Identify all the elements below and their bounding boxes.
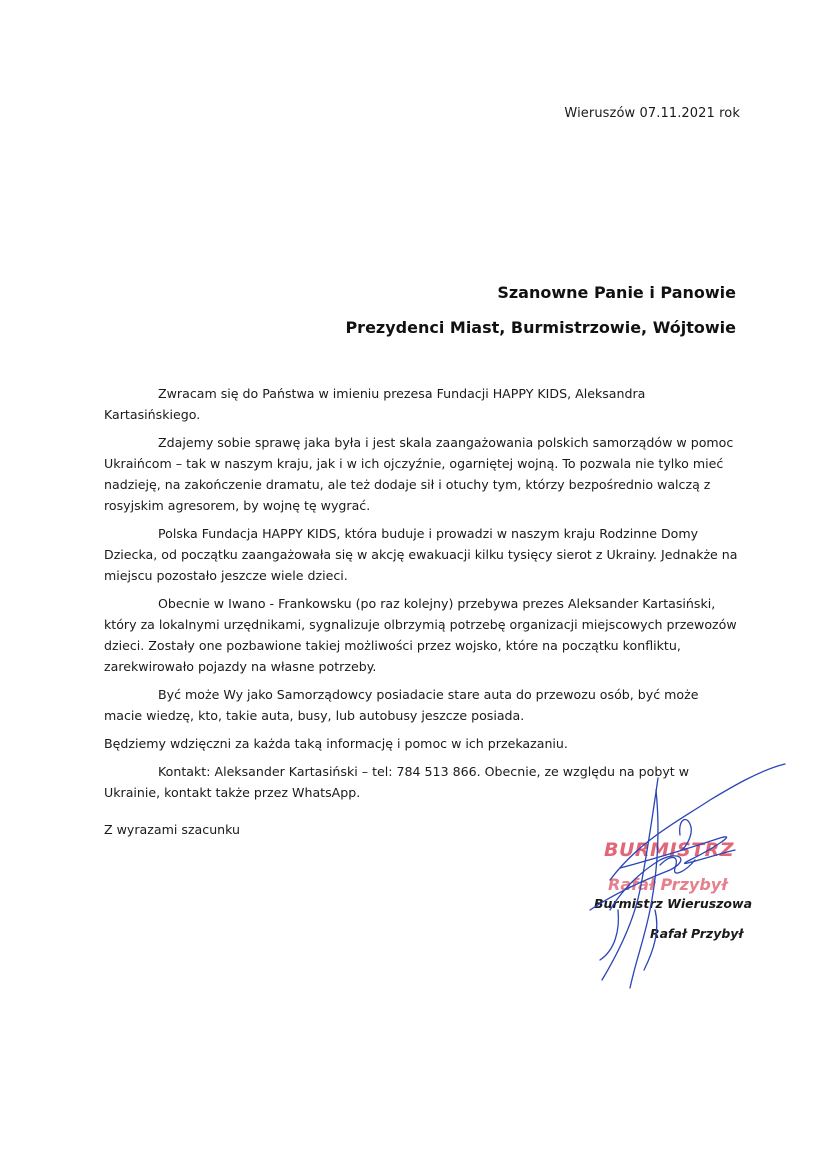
closing-line: Z wyrazami szacunku [104,822,241,837]
paragraph-2: Zdajemy sobie sprawę jaka była i jest skala zaangażowania polskich samorządów w pomoc Ukraińcom – tak w naszym kraju, jak i w ich ojczyźnie, ogarniętej wojną. To pozwala nie tylko mieć nadzieję, na zakończenie dramatu, ale też dodaje sił i otuchy tym, którzy bezpośrednio walczą z rosyjskim agresorem, by wojnę tę wygrać. [104,435,734,513]
paragraph-4: Obecnie w Iwano - Frankowsku (po raz kolejny) przebywa prezes Aleksander Kartasiński, który za lokalnymi urzędnikami, sygnalizuje olbrzymią potrzebę organizacji miejscowych przewozów dzieci. Zostały one pozbawione takiej możliwości przez wojsko, które na początku konfliktu, zarekwirowało pojazdy na własne potrzeby. [104,596,737,674]
greeting-line-2: Prezydenci Miast, Burmistrzowie, Wójtowie [345,318,736,337]
stamp-title: BURMISTRZ [604,839,735,861]
date-line: Wieruszów 07.11.2021 rok [564,106,740,121]
paragraph-6: Będziemy wdzięczni za każda taką informację i pomoc w ich przekazaniu. [104,736,568,751]
signatory-name: Rafał Przybył [650,926,744,941]
paragraph-3: Polska Fundacja HAPPY KIDS, która buduje i prowadzi w naszym kraju Rodzinne Domy Dziecka, od początku zaangażowała się w akcję ewakuacji kilku tysięcy sierot z Ukrainy. Jednakże na miejscu pozostało jeszcze wiele dzieci. [104,526,738,583]
letter-body [104,383,738,810]
signatory-title: Burmistrz Wieruszowa [594,896,753,911]
paragraph-1: Zwracam się do Państwa w imieniu prezesa Fundacji HAPPY KIDS, Aleksandra Kartasińskiego. [104,386,646,422]
paragraph-7: Kontakt: Aleksander Kartasiński – tel: 784 513 866. Obecnie, ze względu na pobyt w Ukrainie, kontakt także przez WhatsApp. [104,764,690,800]
paragraph-5: Być może Wy jako Samorządowcy posiadacie stare auta do przewozu osób, być może macie wiedzę, kto, takie auta, busy, lub autobusy jeszcze posiada. [104,687,699,723]
greeting-line-1: Szanowne Panie i Panowie [497,283,736,302]
stamp-name: Rafał Przybył [608,875,728,894]
